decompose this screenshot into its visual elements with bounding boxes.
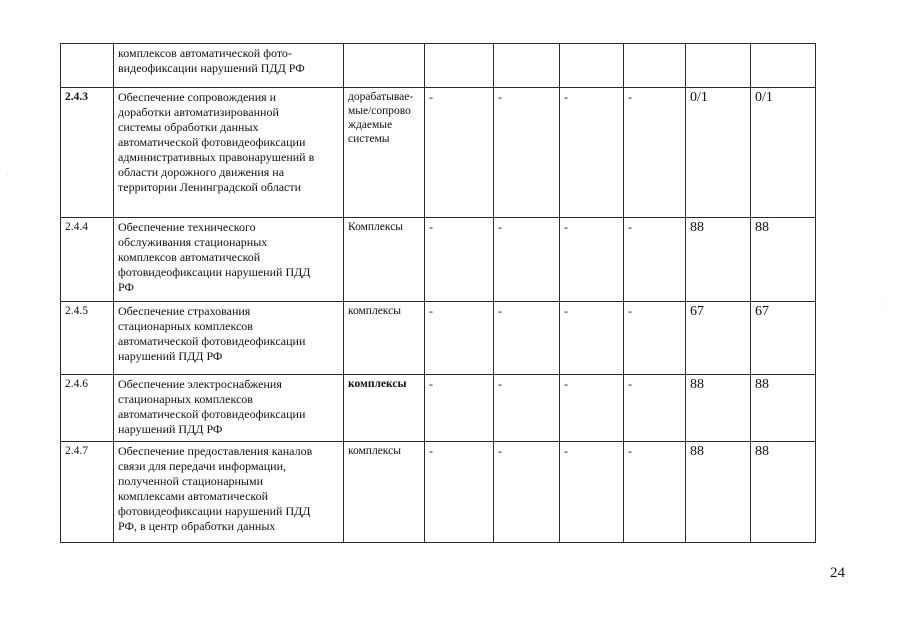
- value-cell: 67: [686, 302, 751, 375]
- indicator-cell: -: [425, 88, 494, 218]
- table-row: [61, 218, 816, 302]
- indicator-cell: [560, 44, 624, 88]
- activity-name: Обеспечение электроснабжения стационарных комплексов автоматической фотовидеофиксации нарушений ПДД РФ: [114, 375, 344, 442]
- indicator-cell: -: [560, 375, 624, 442]
- value-cell: 88: [751, 375, 816, 442]
- row-number: 2.4.6: [61, 375, 114, 442]
- table-row: [61, 44, 816, 88]
- row-number: 2.4.5: [61, 302, 114, 375]
- indicator-cell: -: [494, 88, 560, 218]
- indicator-cell: -: [560, 218, 624, 302]
- unit-of-measure: [344, 44, 425, 88]
- scan-artifact: ·: [6, 170, 9, 179]
- indicator-cell: -: [560, 88, 624, 218]
- indicator-cell: -: [494, 375, 560, 442]
- unit-of-measure: дорабатывае- мые/сопрово ждаемые системы: [344, 88, 425, 218]
- indicator-cell: -: [425, 302, 494, 375]
- indicator-cell: -: [624, 302, 686, 375]
- table-row: [61, 88, 816, 218]
- indicator-cell: [624, 44, 686, 88]
- table-row: [61, 375, 816, 442]
- unit-of-measure: Комплексы: [344, 218, 425, 302]
- indicator-cell: -: [494, 442, 560, 543]
- row-number: [61, 44, 114, 88]
- page-number: 24: [830, 565, 845, 581]
- table-row: [61, 302, 816, 375]
- indicator-cell: [494, 44, 560, 88]
- activity-name: Обеспечение технического обслуживания стационарных комплексов автоматической фотовидеофиксации нарушений ПДД РФ: [114, 218, 344, 302]
- indicator-cell: -: [560, 302, 624, 375]
- indicator-cell: -: [624, 442, 686, 543]
- value-cell: [751, 44, 816, 88]
- activity-name: Обеспечение предоставления каналов связи для передачи информации, полученной стационарными комплексами автоматической фотовидеофиксации нарушений ПДД РФ, в центр обработки данных: [114, 442, 344, 543]
- value-cell: 0/1: [751, 88, 816, 218]
- indicator-cell: [425, 44, 494, 88]
- activity-name: комплексов автоматической фото- видеофиксации нарушений ПДД РФ: [114, 44, 344, 88]
- row-number: 2.4.3: [61, 88, 114, 218]
- value-cell: 88: [751, 442, 816, 543]
- indicator-cell: -: [560, 442, 624, 543]
- unit-of-measure: комплексы: [344, 442, 425, 543]
- indicator-cell: -: [425, 375, 494, 442]
- activity-name: Обеспечение сопровождения и доработки автоматизированной системы обработки данных автоматической фотовидеофиксации административных правонарушений в области дорожного движения на территории Ленинградской области: [114, 88, 344, 218]
- table-row: [61, 442, 816, 543]
- value-cell: 88: [686, 375, 751, 442]
- value-cell: 88: [686, 442, 751, 543]
- scan-artifact: ·: [884, 300, 887, 309]
- indicator-cell: -: [494, 302, 560, 375]
- value-cell: 88: [751, 218, 816, 302]
- indicator-cell: -: [494, 218, 560, 302]
- indicator-cell: -: [425, 442, 494, 543]
- program-table: [60, 43, 816, 543]
- activity-name: Обеспечение страхования стационарных комплексов автоматической фотовидеофиксации нарушений ПДД РФ: [114, 302, 344, 375]
- unit-of-measure: комплексы: [344, 302, 425, 375]
- value-cell: 67: [751, 302, 816, 375]
- indicator-cell: -: [425, 218, 494, 302]
- indicator-cell: -: [624, 218, 686, 302]
- row-number: 2.4.7: [61, 442, 114, 543]
- unit-of-measure: комплексы: [344, 375, 425, 442]
- indicator-cell: -: [624, 88, 686, 218]
- indicator-cell: -: [624, 375, 686, 442]
- value-cell: 0/1: [686, 88, 751, 218]
- value-cell: [686, 44, 751, 88]
- row-number: 2.4.4: [61, 218, 114, 302]
- value-cell: 88: [686, 218, 751, 302]
